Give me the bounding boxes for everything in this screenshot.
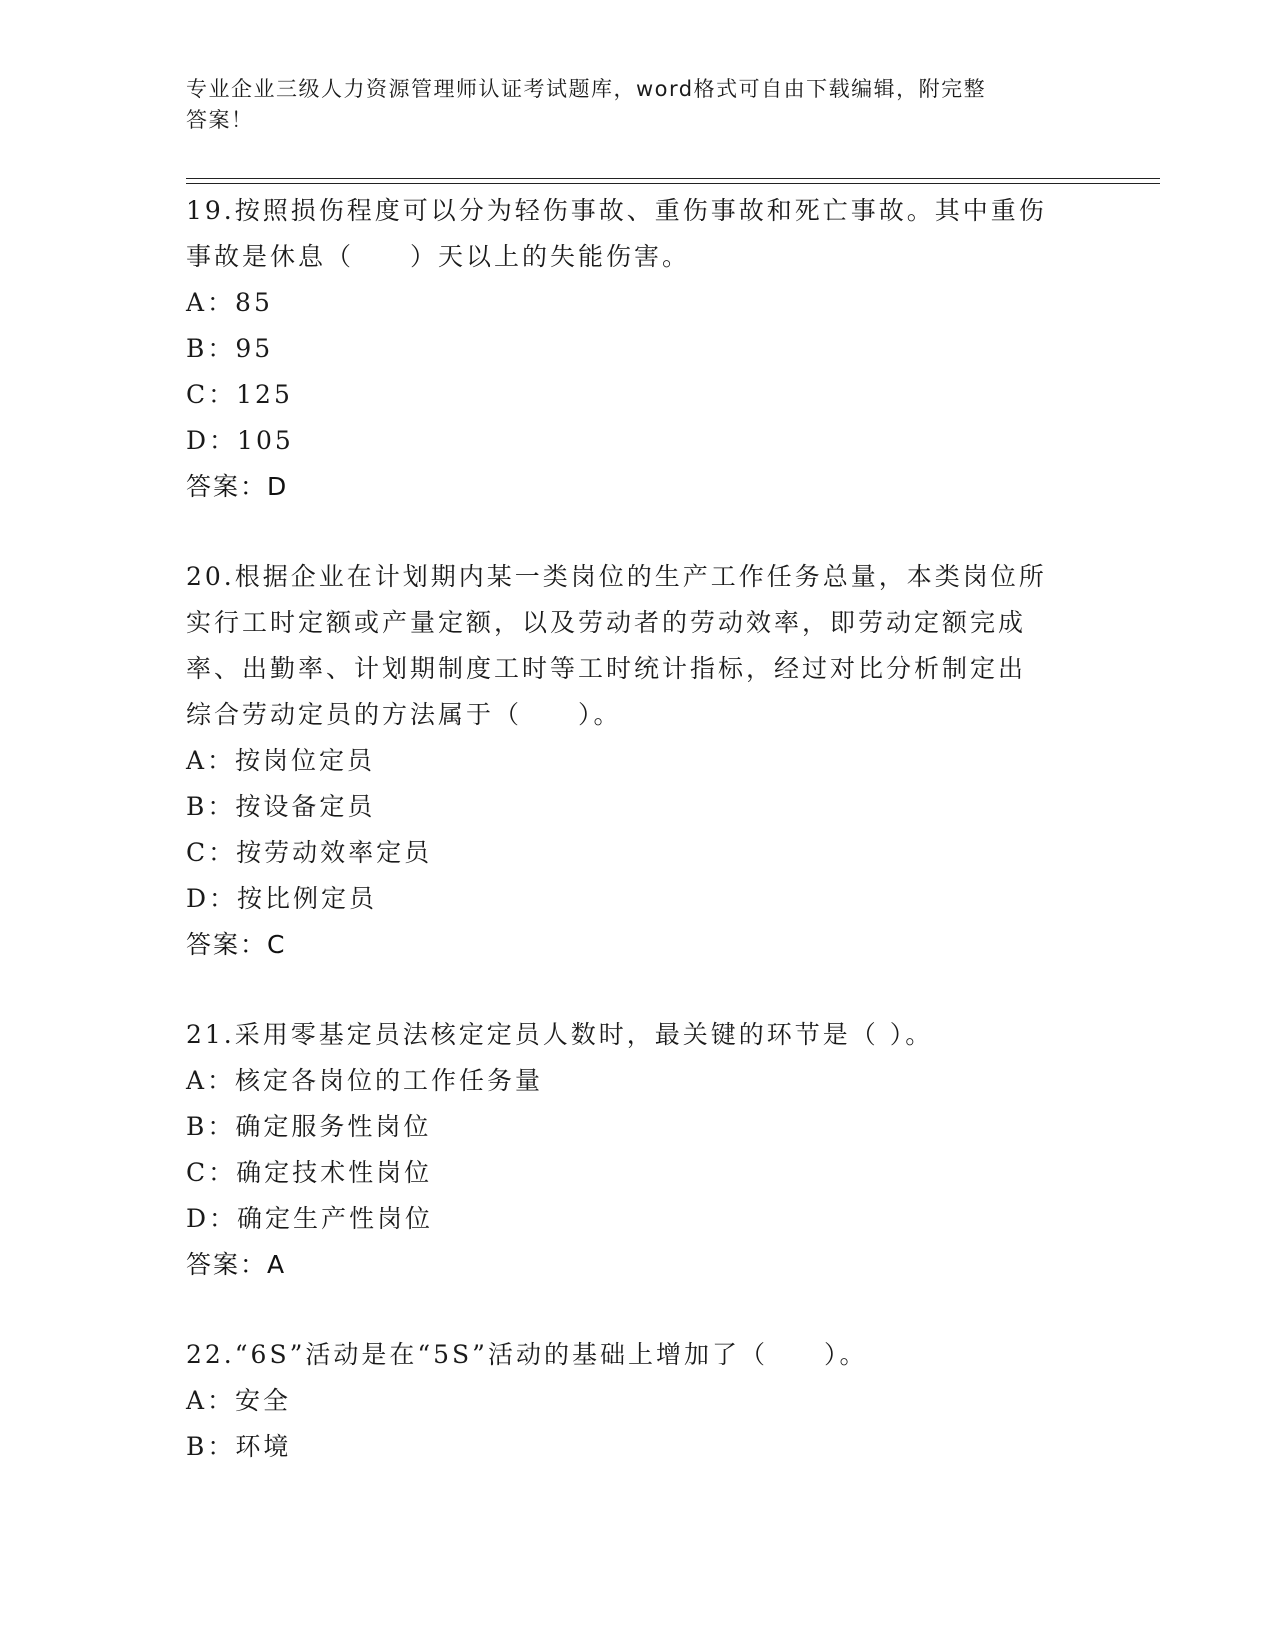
document-header bbox=[186, 74, 1066, 136]
answer: 答案：C bbox=[186, 930, 287, 959]
option-a: A：按岗位定员 bbox=[186, 746, 376, 775]
question-text-line: 实行工时定额或产量定额，以及劳动者的劳动效率，即劳动定额完成 bbox=[186, 608, 1027, 637]
question-22 bbox=[186, 1332, 1086, 1470]
option-b: B：环境 bbox=[186, 1432, 292, 1461]
question-text-line: 22.“6S”活动是在“5S”活动的基础上增加了（ ）。 bbox=[186, 1340, 868, 1369]
question-text-line: 率、出勤率、计划期制度工时等工时统计指标，经过对比分析制定出 bbox=[186, 654, 1027, 683]
question-20 bbox=[186, 554, 1086, 968]
header-line-1: 专业企业三级人力资源管理师认证考试题库，word格式可自由下载编辑，附完整 bbox=[186, 77, 987, 101]
question-text-line: 19.按照损伤程度可以分为轻伤事故、重伤事故和死亡事故。其中重伤 bbox=[186, 196, 1047, 225]
option-c: C：125 bbox=[186, 380, 293, 409]
option-c: C：确定技术性岗位 bbox=[186, 1158, 433, 1187]
option-b: B：按设备定员 bbox=[186, 792, 376, 821]
header-rule-top bbox=[186, 178, 1160, 179]
option-d: D：确定生产性岗位 bbox=[186, 1204, 434, 1233]
header-line-2: 答案！ bbox=[186, 108, 254, 132]
option-a: A：85 bbox=[186, 288, 273, 317]
header-rule-bottom bbox=[186, 183, 1160, 184]
question-text-line: 综合劳动定员的方法属于（ ）。 bbox=[186, 700, 622, 729]
option-d: D：105 bbox=[186, 426, 294, 455]
answer: 答案：D bbox=[186, 472, 289, 501]
question-text-line: 21.采用零基定员法核定定员人数时，最关键的环节是（ ）。 bbox=[186, 1020, 934, 1049]
question-text-line: 20.根据企业在计划期内某一类岗位的生产工作任务总量，本类岗位所 bbox=[186, 562, 1047, 591]
question-21 bbox=[186, 1012, 1086, 1288]
option-b: B：95 bbox=[186, 334, 274, 363]
question-19 bbox=[186, 188, 1086, 510]
answer: 答案：A bbox=[186, 1250, 287, 1279]
question-text-line: 事故是休息（ ）天以上的失能伤害。 bbox=[186, 242, 691, 271]
option-c: C：按劳动效率定员 bbox=[186, 838, 433, 867]
option-d: D：按比例定员 bbox=[186, 884, 378, 913]
option-a: A：安全 bbox=[186, 1386, 292, 1415]
option-b: B：确定服务性岗位 bbox=[186, 1112, 432, 1141]
option-a: A：核定各岗位的工作任务量 bbox=[186, 1066, 544, 1095]
question-list bbox=[186, 188, 1086, 1514]
